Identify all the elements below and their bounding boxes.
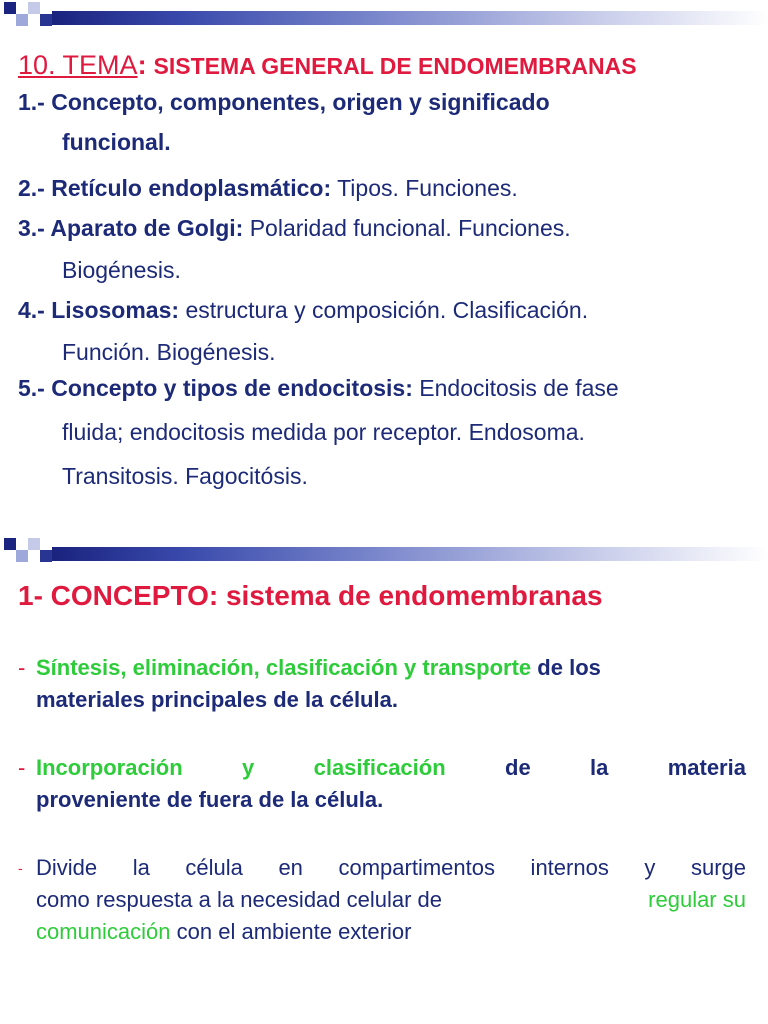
title-text: SISTEMA GENERAL DE ENDOMEMBRANAS (153, 53, 637, 79)
list-item-cont: Transitosis. Fagocitósis. (62, 463, 308, 489)
list-item: 5.- Concepto y tipos de endocitosis: Endocitosis de fase (18, 375, 619, 401)
paragraph-3: - Divide la célula en compartimentos internos y surge como respuesta a la necesidad celular de regular su comunicación con el ambiente exterior (18, 855, 746, 944)
title-number: 10. TEMA (18, 50, 138, 80)
list-item-cont: funcional. (62, 129, 171, 155)
header-band (0, 2, 768, 30)
paragraph-2: - Incorporación y clasificación de la materia proveniente de fuera de la célula. (18, 755, 746, 812)
slide-2-title: 1- CONCEPTO: sistema de endomembranas (18, 580, 603, 611)
list-item: 4.- Lisosomas: estructura y composición. Clasificación. (18, 297, 589, 323)
list-item-cont: Función. Biogénesis. (62, 339, 276, 365)
list-item-cont: fluida; endocitosis medida por receptor. Endosoma. (62, 419, 585, 445)
paragraph-1: - Síntesis, eliminación, clasificación y transporte de los materiales principales de la célula. (18, 655, 601, 712)
list-item: 1.- Concepto, componentes, origen y significado (18, 89, 550, 115)
header-band (0, 538, 768, 566)
list-item: 2.- Retículo endoplasmático: Tipos. Funciones. (18, 175, 518, 201)
slide-1-title: 10. TEMA: SISTEMA GENERAL DE ENDOMEMBRANAS (18, 50, 637, 80)
list-item-cont: Biogénesis. (62, 257, 181, 283)
list-item: 3.- Aparato de Golgi: Polaridad funcional. Funciones. (18, 215, 571, 241)
